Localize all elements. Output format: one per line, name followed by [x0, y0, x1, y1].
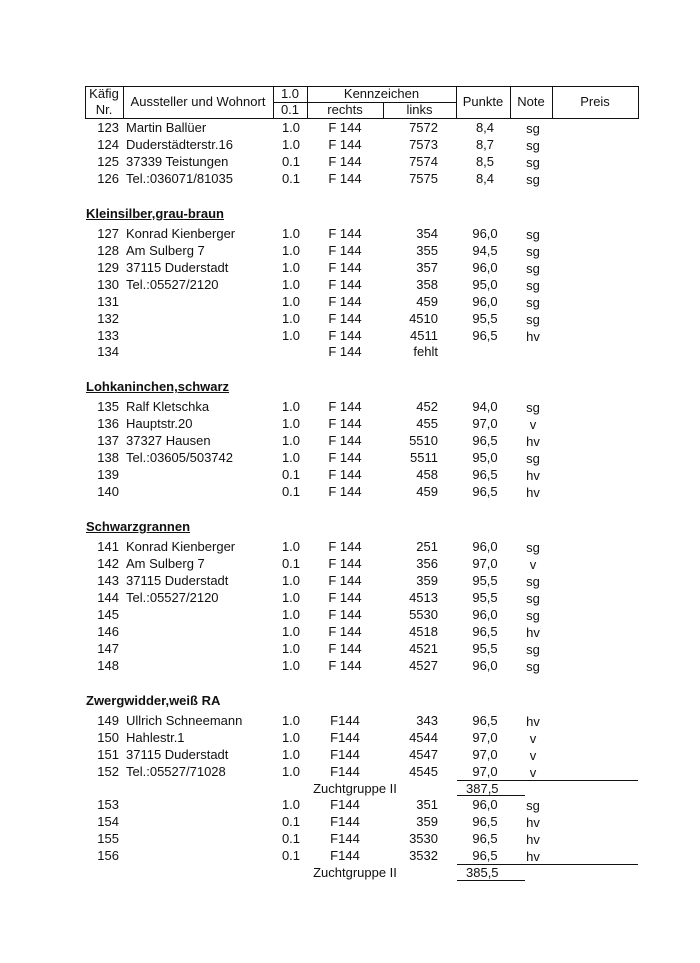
tattoo-left: 458: [416, 467, 438, 483]
header-border: [638, 86, 639, 119]
header-rechts: rechts: [327, 102, 363, 117]
sex-code: 1.0: [281, 657, 301, 673]
cage-number: 125: [97, 153, 119, 169]
cage-number: 138: [97, 450, 119, 466]
tattoo-left: 4521: [409, 640, 438, 656]
cage-number: 133: [97, 327, 119, 343]
points: 96,5: [472, 712, 498, 728]
sex-code: 1.0: [281, 120, 301, 135]
points: 96,5: [472, 433, 498, 449]
grade: hv: [526, 624, 540, 640]
grade: sg: [526, 137, 540, 153]
sex-code: 0.1: [281, 484, 301, 500]
tattoo-right: F 144: [328, 556, 362, 572]
exhibitor-info: Tel.:03605/503742: [126, 450, 233, 466]
exhibitor-info: Martin Ballüer: [126, 120, 207, 135]
cage-number: 144: [97, 589, 119, 605]
grade: hv: [526, 468, 540, 484]
exhibitor-info: Hauptstr.20: [126, 416, 193, 432]
points: 8,4: [475, 170, 495, 186]
section-title: Schwarzgrannen: [86, 519, 191, 535]
grade: sg: [526, 171, 540, 187]
exhibitor-info: Ralf Kletschka: [126, 399, 210, 415]
tattoo-left: 357: [416, 259, 438, 275]
tattoo-right: F 144: [328, 539, 362, 555]
sex-code: 1.0: [281, 416, 301, 432]
points: 8,4: [475, 120, 495, 135]
sex-code: 0.1: [281, 814, 301, 830]
cage-number: 151: [97, 746, 119, 762]
grade: sg: [526, 243, 540, 259]
exhibitor-info: Duderstädterstr.16: [126, 136, 233, 152]
cage-number: 123: [97, 120, 119, 135]
cage-number: 156: [97, 848, 119, 864]
tattoo-left: 459: [416, 293, 438, 309]
points: 96,5: [472, 623, 498, 639]
header-bottom-border: [85, 118, 638, 119]
grade: sg: [526, 154, 540, 170]
points: 95,5: [472, 573, 498, 588]
exhibitor-info: Tel.:05527/2120: [126, 276, 219, 292]
cage-number: 150: [97, 729, 119, 745]
points: 96,0: [472, 225, 498, 241]
exhibitor-info: Tel.:036071/81035: [126, 170, 233, 186]
points: 94,5: [472, 242, 498, 258]
table-header: [85, 86, 638, 118]
tattoo-right: F144: [330, 831, 360, 847]
cage-number: 137: [97, 433, 119, 449]
cage-number: 126: [97, 170, 119, 186]
sex-code: 0.1: [281, 831, 301, 847]
cage-number: 148: [97, 657, 119, 673]
exhibitor-info: 37339 Teistungen: [126, 153, 229, 169]
header-nr: Nr.: [95, 102, 113, 117]
cage-number: 124: [97, 136, 119, 152]
grade: sg: [526, 400, 540, 416]
sex-code: 1.0: [281, 242, 301, 258]
tattoo-right: F 144: [328, 276, 362, 292]
sex-code: 1.0: [281, 433, 301, 449]
grade: sg: [526, 540, 540, 556]
tattoo-left: 4513: [409, 589, 438, 605]
grade: hv: [526, 832, 540, 848]
tattoo-right: F 144: [328, 242, 362, 258]
section-title: Zwergwidder,weiß RA: [86, 692, 221, 708]
header-sex-male: 1.0: [280, 86, 300, 101]
cage-number: 136: [97, 416, 119, 432]
tattoo-right: F144: [330, 814, 360, 830]
cage-number: 143: [97, 573, 119, 588]
header-punkte: Punkte: [462, 94, 504, 109]
cage-number: 132: [97, 310, 119, 326]
tattoo-right: F 144: [328, 120, 362, 135]
grade: hv: [526, 713, 540, 729]
cage-number: 142: [97, 556, 119, 572]
tattoo-left: 3532: [409, 848, 438, 864]
sex-code: 1.0: [281, 539, 301, 555]
tattoo-left: 358: [416, 276, 438, 292]
sum-line: [457, 864, 638, 865]
sex-code: 1.0: [281, 136, 301, 152]
header-links: links: [406, 102, 433, 117]
cage-number: 146: [97, 623, 119, 639]
cage-number: 135: [97, 399, 119, 415]
grade: sg: [526, 607, 540, 623]
points: 95,5: [472, 310, 498, 326]
tattoo-left: 351: [416, 797, 438, 813]
tattoo-left: 5530: [409, 606, 438, 622]
points: 96,0: [472, 657, 498, 673]
sex-code: 1.0: [281, 310, 301, 326]
tattoo-right: F 144: [328, 433, 362, 449]
tattoo-right: F144: [330, 712, 360, 728]
grade: sg: [526, 277, 540, 293]
cage-number: 127: [97, 225, 119, 241]
tattoo-right: F 144: [328, 484, 362, 500]
tattoo-right: F144: [330, 797, 360, 813]
grade: hv: [526, 434, 540, 450]
sum-line: [457, 780, 638, 781]
tattoo-right: F 144: [328, 259, 362, 275]
grade: sg: [526, 294, 540, 310]
cage-number: 155: [97, 831, 119, 847]
header-kennzeichen: Kennzeichen: [343, 86, 420, 101]
cage-number: 147: [97, 640, 119, 656]
sex-code: 1.0: [281, 399, 301, 415]
points: 96,0: [472, 797, 498, 813]
cage-number: 130: [97, 276, 119, 292]
cage-number: 141: [97, 539, 119, 555]
group-total: 385,5: [466, 865, 499, 881]
tattoo-left: 4545: [409, 763, 438, 779]
sex-code: 1.0: [281, 623, 301, 639]
tattoo-left: 354: [416, 225, 438, 241]
tattoo-right: F144: [330, 746, 360, 762]
points: 96,5: [472, 814, 498, 830]
grade: sg: [526, 574, 540, 589]
tattoo-left: 5510: [409, 433, 438, 449]
sex-code: 1.0: [281, 746, 301, 762]
points: 94,0: [472, 399, 498, 415]
tattoo-left: 452: [416, 399, 438, 415]
grade: v: [529, 730, 537, 746]
grade: hv: [526, 328, 540, 344]
tattoo-right: F144: [330, 729, 360, 745]
sex-code: 1.0: [281, 606, 301, 622]
sex-code: 1.0: [281, 450, 301, 466]
sex-code: 1.0: [281, 763, 301, 779]
exhibitor-info: Am Sulberg 7: [126, 556, 205, 572]
sex-code: 0.1: [281, 556, 301, 572]
section-title: Kleinsilber,grau-braun: [86, 205, 224, 221]
grade: v: [529, 747, 537, 763]
grade: hv: [526, 485, 540, 501]
sex-code: 1.0: [281, 573, 301, 588]
tattoo-right: F144: [330, 848, 360, 864]
tattoo-right: F 144: [328, 399, 362, 415]
sex-code: 1.0: [281, 259, 301, 275]
tattoo-right: F 144: [328, 657, 362, 673]
tattoo-left: 7575: [409, 170, 438, 186]
tattoo-left: 7572: [409, 120, 438, 135]
exhibitor-info: Am Sulberg 7: [126, 242, 205, 258]
section-title: Lohkaninchen,schwarz: [86, 379, 230, 395]
points: 96,5: [472, 467, 498, 483]
points: 8,5: [475, 153, 495, 169]
tattoo-left: 343: [416, 712, 438, 728]
points: 96,5: [472, 831, 498, 847]
tattoo-left: 4518: [409, 623, 438, 639]
points: 8,7: [475, 136, 495, 152]
grade: sg: [526, 226, 540, 242]
tattoo-left: 4547: [409, 746, 438, 762]
sex-code: 1.0: [281, 276, 301, 292]
cage-number: 145: [97, 606, 119, 622]
exhibitor-info: Hahlestr.1: [126, 729, 185, 745]
tattoo-right: F 144: [328, 606, 362, 622]
points: 96,0: [472, 293, 498, 309]
grade: sg: [526, 451, 540, 467]
tattoo-left: 459: [416, 484, 438, 500]
header-kaefig: Käfig: [89, 86, 119, 101]
tattoo-left: 356: [416, 556, 438, 572]
cage-number: 152: [97, 763, 119, 779]
total-underline: [457, 880, 525, 881]
points: 97,0: [472, 746, 498, 762]
points: 95,5: [472, 640, 498, 656]
exhibitor-info: 37115 Duderstadt: [126, 573, 229, 588]
points: 96,0: [472, 259, 498, 275]
exhibitor-info: Konrad Kienberger: [126, 225, 236, 241]
tattoo-left: 4544: [409, 729, 438, 745]
sex-code: 1.0: [281, 797, 301, 813]
tattoo-right: F 144: [328, 640, 362, 656]
tattoo-left: 7574: [409, 153, 438, 169]
points: 96,0: [472, 539, 498, 555]
tattoo-left: 359: [416, 814, 438, 830]
tattoo-left: 5511: [410, 450, 438, 466]
sex-code: 1.0: [281, 225, 301, 241]
sex-code: 1.0: [281, 640, 301, 656]
exhibitor-info: Tel.:05527/71028: [126, 763, 226, 779]
tattoo-right: F 144: [328, 589, 362, 605]
cage-number: 134: [97, 344, 119, 360]
tattoo-left: 355: [416, 242, 438, 258]
grade: sg: [526, 260, 540, 276]
points: 97,0: [472, 729, 498, 745]
grade: sg: [526, 590, 540, 606]
grade: hv: [526, 815, 540, 831]
points: 96,0: [472, 606, 498, 622]
cage-number: 154: [97, 814, 119, 830]
grade: v: [529, 764, 537, 780]
tattoo-right: F 144: [328, 136, 362, 152]
header-aussteller: Aussteller und Wohnort: [130, 94, 266, 109]
tattoo-right: F 144: [328, 416, 362, 432]
points: 95,0: [472, 450, 498, 466]
cage-number: 128: [97, 242, 119, 258]
tattoo-right: F 144: [328, 225, 362, 241]
group-label: Zuchtgruppe II: [313, 865, 397, 881]
sex-code: 0.1: [281, 170, 301, 186]
cage-number: 149: [97, 712, 119, 728]
points: 96,5: [472, 484, 498, 500]
tattoo-left: 251: [416, 539, 438, 555]
cage-number: 140: [97, 484, 119, 500]
tattoo-right: F144: [330, 763, 360, 779]
group-total: 387,5: [466, 780, 499, 796]
tattoo-right: F 144: [328, 623, 362, 639]
sex-code: 0.1: [281, 467, 301, 483]
points: 95,0: [472, 276, 498, 292]
tattoo-left: 3530: [409, 831, 438, 847]
tattoo-right: F 144: [328, 327, 362, 343]
sex-code: 0.1: [281, 848, 301, 864]
tattoo-right: F 144: [328, 450, 362, 466]
points: 95,5: [472, 589, 498, 605]
exhibitor-info: 37115 Duderstadt: [126, 746, 229, 762]
tattoo-right: F 144: [328, 293, 362, 309]
points: 97,0: [472, 763, 498, 779]
points: 96,5: [472, 327, 498, 343]
tattoo-right: F 144: [328, 344, 362, 360]
sex-code: 1.0: [281, 712, 301, 728]
exhibitor-info: 37327 Hausen: [126, 433, 211, 449]
cage-number: 153: [97, 797, 119, 813]
exhibitor-info: Ullrich Schneemann: [126, 712, 243, 728]
sex-code: 1.0: [281, 327, 301, 343]
grade: sg: [526, 658, 540, 674]
grade: v: [529, 557, 537, 573]
grade: sg: [526, 641, 540, 657]
cage-number: 139: [97, 467, 119, 483]
sex-code: 1.0: [281, 729, 301, 745]
tattoo-left: 455: [416, 416, 438, 432]
grade: sg: [526, 798, 540, 814]
tattoo-right: F 144: [328, 153, 362, 169]
grade: sg: [526, 121, 540, 136]
points: 97,0: [472, 556, 498, 572]
header-sex-female: 0.1: [280, 102, 300, 117]
sex-code: 0.1: [281, 153, 301, 169]
grade: hv: [526, 849, 540, 865]
grade: v: [529, 417, 537, 433]
points: 97,0: [472, 416, 498, 432]
tattoo-left: 4527: [409, 657, 438, 673]
header-preis: Preis: [580, 94, 610, 109]
header-note: Note: [517, 94, 545, 109]
exhibitor-info: 37115 Duderstadt: [126, 259, 229, 275]
group-label: Zuchtgruppe II: [313, 780, 397, 796]
tattoo-left: 4511: [410, 327, 438, 343]
tattoo-left: 359: [416, 573, 438, 588]
tattoo-left: 7573: [409, 136, 438, 152]
tattoo-right: F 144: [328, 310, 362, 326]
total-underline: [457, 795, 525, 796]
sex-code: 1.0: [281, 589, 301, 605]
tattoo-right: F 144: [328, 467, 362, 483]
points: 96,5: [472, 848, 498, 864]
tattoo-left: fehlt: [413, 344, 438, 360]
grade: sg: [526, 311, 540, 327]
tattoo-right: F 144: [328, 170, 362, 186]
cage-number: 129: [97, 259, 119, 275]
tattoo-left: 4510: [409, 310, 438, 326]
exhibitor-info: Tel.:05527/2120: [126, 589, 219, 605]
sex-code: 1.0: [281, 293, 301, 309]
exhibitor-info: Konrad Kienberger: [126, 539, 236, 555]
tattoo-right: F 144: [328, 573, 362, 588]
cage-number: 131: [97, 293, 119, 309]
